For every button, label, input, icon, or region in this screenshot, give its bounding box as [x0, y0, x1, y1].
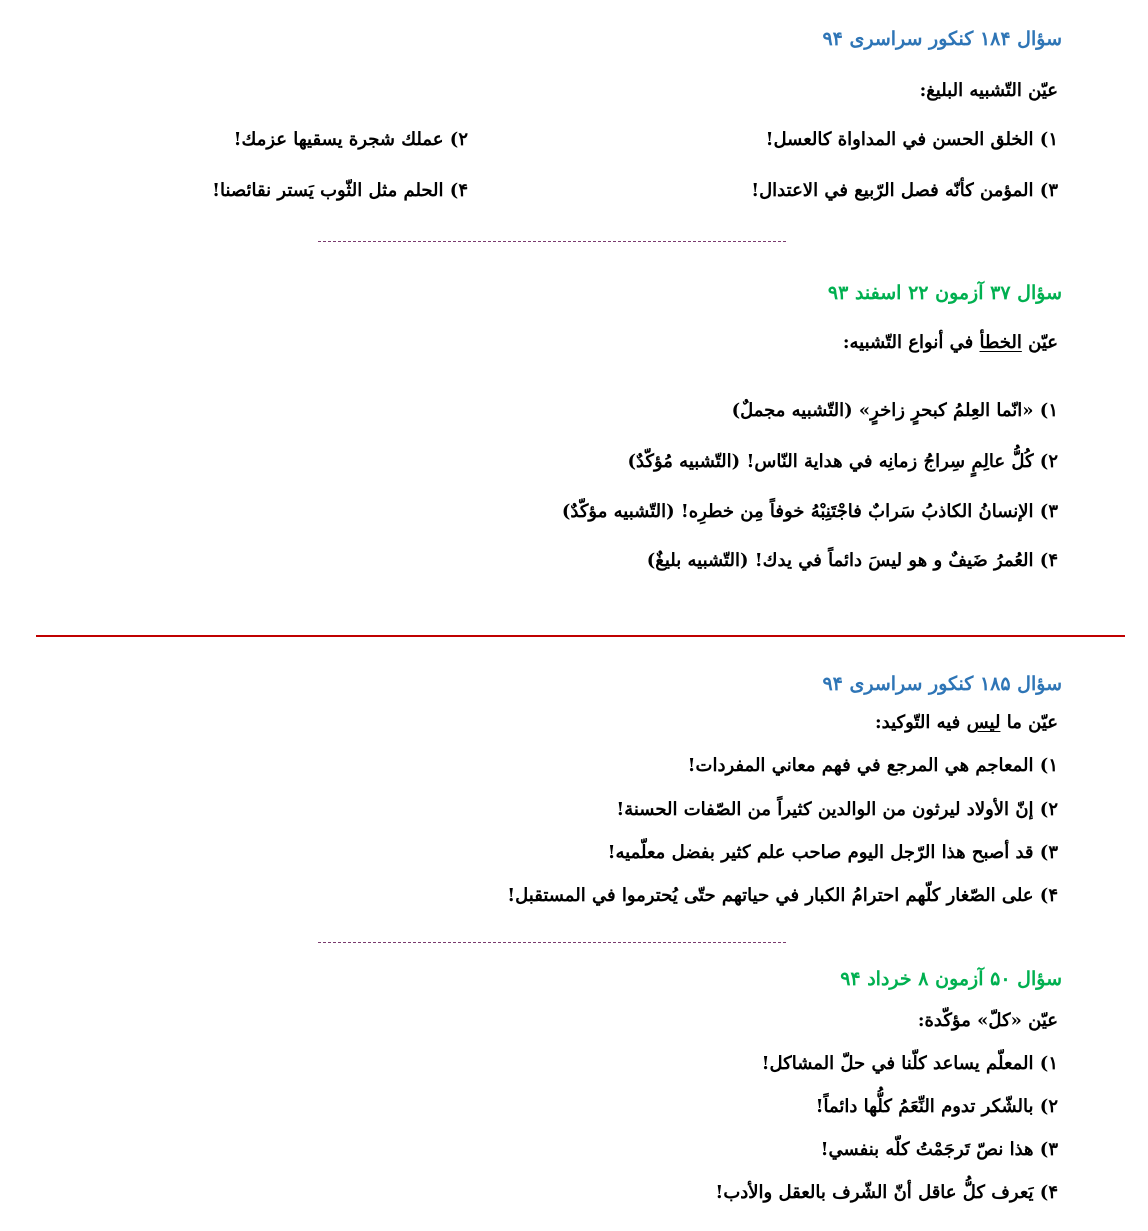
q2-prompt-pre: عيّن — [1028, 332, 1058, 353]
q3-prompt-pre: عيّن ما — [1006, 712, 1058, 733]
q2-title: سؤال ۳۷ آزمون ۲۲ اسفند ۹۳ — [827, 282, 1062, 304]
q3-option-1: ۱) المعاجم هي المرجع في فهم معاني المفردات! — [687, 755, 1058, 776]
q2-option-1: ۱) «انّما العِلمُ كبحرٍ زاخرٍ» (التّشبيه مجملٌ) — [731, 400, 1058, 421]
q2-option-4: ۴) العُمرُ ضَيفٌ و هو ليسَ دائماً في يدك! (التّشبيه بليغٌ) — [646, 550, 1058, 571]
q2-prompt-post: في أنواع التّشبيه: — [842, 332, 974, 353]
q1-option-4: ۴) الحلم مثل الثّوب يَستر نقائصنا! — [212, 180, 468, 201]
q2-option-3: ۳) الإنسانُ الكاذبُ سَرابٌ فاجْتَنِبْهُ خوفاً مِن خطرِه! (التّشبيه مؤكّدٌ) — [561, 501, 1058, 522]
q2-prompt — [843, 332, 1058, 353]
q3-prompt-post: فيه التّوكيد: — [875, 712, 961, 733]
q1-prompt: عيّن التّشبيه البليغ: — [919, 80, 1058, 101]
q4-option-1: ۱) المعلّم يساعد كلّنا في حلّ المشاكل! — [761, 1053, 1058, 1074]
q1-title: سؤال ۱۸۴ کنکور سراسری ۹۴ — [822, 28, 1062, 50]
q4-option-4: ۴) يَعرف كلُّ عاقل أنّ الشّرف بالعقل والأدب! — [715, 1182, 1058, 1203]
q2-option-2: ۲) كُلُّ عالِمٍ سِراجُ زمانِه في هداية النّاس! (التّشبيه مُؤكّدٌ) — [627, 451, 1058, 472]
dashed-separator — [318, 241, 786, 242]
q4-title: سؤال ۵۰ آزمون ۸ خرداد ۹۴ — [840, 968, 1062, 990]
q1-option-1: ۱) الخلق الحسن في المداواة كالعسل! — [765, 129, 1058, 150]
section-divider — [36, 635, 1125, 637]
q1-option-3: ۳) المؤمن كأنّه فصل الرّبيع في الاعتدال! — [751, 180, 1058, 201]
q4-option-2: ۲) بالشّكر تدوم النِّعَمُ كلُّها دائماً! — [815, 1096, 1058, 1117]
q3-option-3: ۳) قد أصبح هذا الرّجل اليوم صاحب علم كثير بفضل معلّميه! — [607, 842, 1058, 863]
q3-option-2: ۲) إنّ الأولاد ليرثون من الوالدين كثيراً من الصّفات الحسنة! — [616, 799, 1058, 820]
q4-option-3: ۳) هذا نصّ تَرجَمْتُ كلّه بنفسي! — [820, 1139, 1058, 1160]
q4-prompt: عيّن «كلّ» مؤكّدة: — [917, 1010, 1058, 1031]
dashed-separator-2 — [318, 942, 786, 943]
q3-prompt — [875, 712, 1058, 733]
q3-prompt-underlined: ليس — [966, 712, 1001, 733]
q1-option-2: ۲) عملك شجرة يسقيها عزمك! — [233, 129, 468, 150]
q2-prompt-underlined: الخطأ — [979, 332, 1022, 353]
q3-title: سؤال ۱۸۵ کنکور سراسری ۹۴ — [822, 673, 1062, 695]
q3-option-4: ۴) على الصّغار كلّهم احترامُ الكبار في حياتهم حتّى يُحترموا في المستقبل! — [507, 885, 1058, 906]
